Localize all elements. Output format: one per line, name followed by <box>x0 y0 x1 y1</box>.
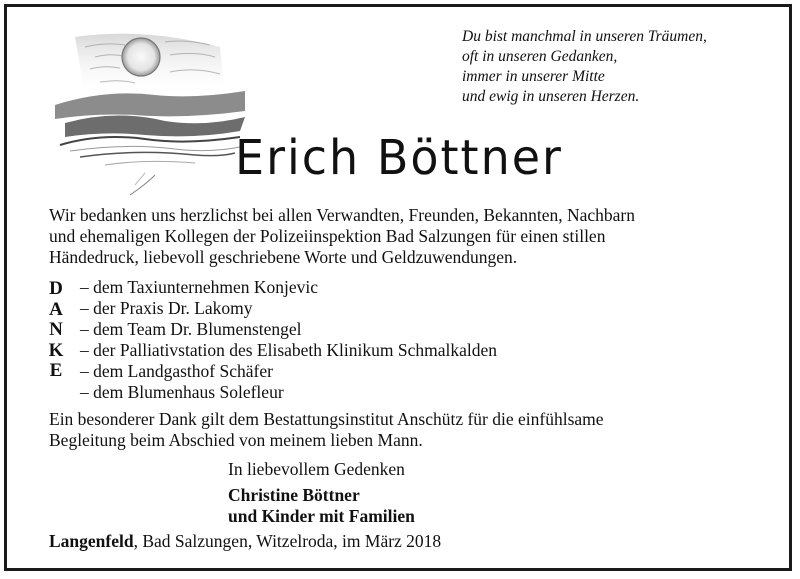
poem-line: Du bist manchmal in unseren Träumen, <box>462 28 707 45</box>
danke-letter: D <box>49 278 63 299</box>
list-item: – dem Landgasthof Schäfer <box>80 361 273 381</box>
place-main: Langenfeld <box>49 531 134 551</box>
deceased-name: Erich Böttner <box>235 129 563 186</box>
danke-letter: N <box>49 319 63 340</box>
special-line: Ein besonderer Dank gilt dem Bestattungsinstitut Anschütz für die einfühlsame <box>49 409 604 429</box>
list-item: – dem Taxiunternehmen Konjevic <box>80 277 319 297</box>
poem-line: oft in unseren Gedanken, <box>462 48 618 65</box>
intro-line: und ehemaligen Kollegen der Polizeiinspektion Bad Salzungen für einen stillen <box>49 226 606 246</box>
danke-letter: E <box>49 360 63 381</box>
thanks-intro <box>49 205 789 268</box>
family-line: und Kinder mit Familien <box>228 506 415 526</box>
special-line: Begleitung beim Abschied von meinem lieben Mann. <box>49 430 423 450</box>
list-item: – der Praxis Dr. Lakomy <box>80 298 253 318</box>
moon-landscape-illustration <box>45 27 255 202</box>
list-item: – dem Team Dr. Blumenstengel <box>80 319 302 339</box>
intro-line: Händedruck, liebevoll geschriebene Worte und Geldzuwendungen. <box>49 247 518 267</box>
danke-vertical-word <box>45 279 67 382</box>
obituary-card <box>4 4 792 571</box>
poem-line: immer in unserer Mitte <box>462 68 605 85</box>
special-thanks <box>49 409 789 451</box>
poem-line: und ewig in unseren Herzen. <box>462 88 640 105</box>
place-date-line <box>49 531 789 552</box>
mourner-name: Christine Böttner <box>228 485 360 505</box>
danke-list <box>80 277 680 403</box>
memorial-poem <box>462 27 782 107</box>
list-item: – dem Blumenhaus Solefleur <box>80 382 284 402</box>
danke-letter: A <box>49 298 63 320</box>
danke-letter: K <box>48 339 64 361</box>
intro-line: Wir bedanken uns herzlichst bei allen Verwandten, Freunden, Bekannten, Nachbarn <box>49 205 635 225</box>
signoff-line: In liebevollem Gedenken <box>228 459 405 479</box>
signoff <box>228 459 628 527</box>
list-item: – der Palliativstation des Elisabeth Klinikum Schmalkalden <box>80 340 498 360</box>
place-rest: , Bad Salzungen, Witzelroda, im März 2018 <box>133 531 442 551</box>
